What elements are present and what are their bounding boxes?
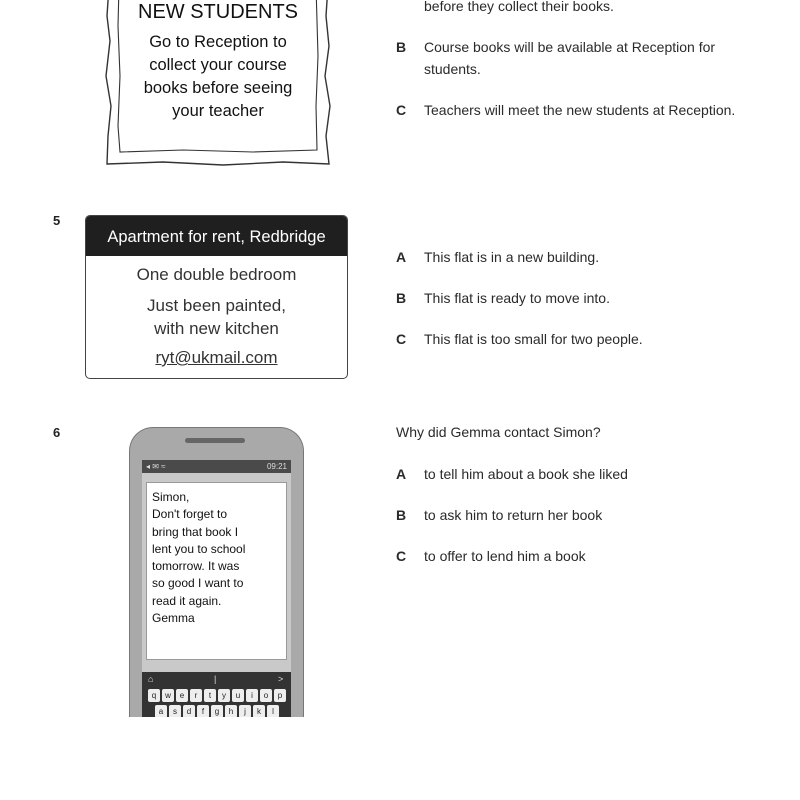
key: u: [232, 689, 244, 702]
message-text: [152, 489, 284, 627]
q6-option-a-text: to tell him about a book she liked: [424, 466, 628, 482]
key: o: [260, 689, 272, 702]
q6-option-a-letter: A: [396, 466, 407, 482]
status-time: 09:21: [266, 462, 287, 471]
message-line: so good I want to: [152, 576, 244, 591]
message-box: [146, 482, 287, 660]
key: q: [148, 689, 160, 702]
notice-title: NEW STUDENTS: [138, 1, 298, 23]
phone-nav-bar: [142, 672, 291, 686]
home-icon: ⌂: [148, 674, 154, 684]
q4-option-c-text: Teachers will meet the new students at Reception.: [424, 102, 736, 118]
new-students-notice: [103, 0, 333, 169]
key: r: [190, 689, 202, 702]
q5-option-a-text: This flat is in a new building.: [424, 249, 600, 265]
phone-keyboard: [142, 686, 291, 717]
key: s: [169, 705, 181, 717]
key: h: [225, 705, 237, 717]
ad-bedroom-line: One double bedroom: [136, 265, 297, 284]
ad-details-line: Just been painted,: [147, 296, 286, 315]
notice-line: your teacher: [172, 102, 264, 120]
ad-heading: Apartment for rent, Redbridge: [86, 216, 347, 256]
key: j: [239, 705, 251, 717]
notice-line: collect your course: [149, 56, 287, 74]
ad-email-link[interactable]: ryt@ukmail.com: [155, 348, 278, 367]
q5-option-b-letter: B: [396, 290, 407, 306]
message-line: Simon,: [152, 490, 190, 504]
question-number-5: 5: [53, 213, 61, 228]
q6-option-c-text: to offer to lend him a book: [424, 548, 586, 564]
message-line: bring that book I: [152, 524, 239, 539]
notice-body: [117, 31, 319, 123]
phone-illustration: [129, 427, 304, 717]
apartment-ad: [85, 215, 348, 379]
chevron-right-icon: >: [278, 674, 284, 684]
q6-option-b-text: to ask him to return her book: [424, 507, 603, 523]
phone-screen: [142, 460, 291, 717]
q6-question: Why did Gemma contact Simon?: [396, 424, 601, 440]
key: e: [176, 689, 188, 702]
key: i: [246, 689, 258, 702]
q6-option-c-letter: C: [396, 548, 407, 564]
message-line: tomorrow. It was: [152, 559, 240, 574]
notice-line: books before seeing: [143, 79, 293, 97]
message-line: Gemma: [152, 611, 195, 626]
message-line: lent you to school: [152, 541, 246, 556]
ad-details-line: with new kitchen: [154, 319, 279, 338]
phone-speaker: [185, 438, 245, 443]
ad-details: [86, 294, 347, 340]
message-line: Don't forget to: [152, 507, 227, 522]
q5-option-c-letter: C: [396, 331, 407, 347]
key: p: [274, 689, 286, 702]
key: l: [267, 705, 279, 717]
cursor-icon: |: [214, 674, 217, 684]
key: f: [197, 705, 209, 717]
key: w: [162, 689, 174, 702]
key: g: [211, 705, 223, 717]
key: t: [204, 689, 216, 702]
question-number-6: 6: [53, 425, 61, 440]
q5-option-b-text: This flat is ready to move into.: [424, 290, 610, 306]
q4-option-b-letter: B: [396, 39, 407, 55]
key: a: [155, 705, 167, 717]
q4-option-c-letter: C: [396, 102, 407, 118]
key: k: [253, 705, 265, 717]
q4-option-a-text: before they collect their books.: [424, 0, 614, 14]
q5-option-c-text: This flat is too small for two people.: [424, 331, 643, 347]
phone-status-bar: [142, 460, 291, 473]
q5-option-a-letter: A: [396, 249, 407, 265]
key: d: [183, 705, 195, 717]
key: y: [218, 689, 230, 702]
notice-line: Go to Reception to: [149, 33, 287, 51]
q4-option-b-text: Course books will be available at Reception for students.: [424, 39, 716, 77]
q6-option-b-letter: B: [396, 507, 407, 523]
signal-icon: ◂ ✉ ≈: [146, 462, 166, 471]
message-line: read it again.: [152, 593, 222, 608]
